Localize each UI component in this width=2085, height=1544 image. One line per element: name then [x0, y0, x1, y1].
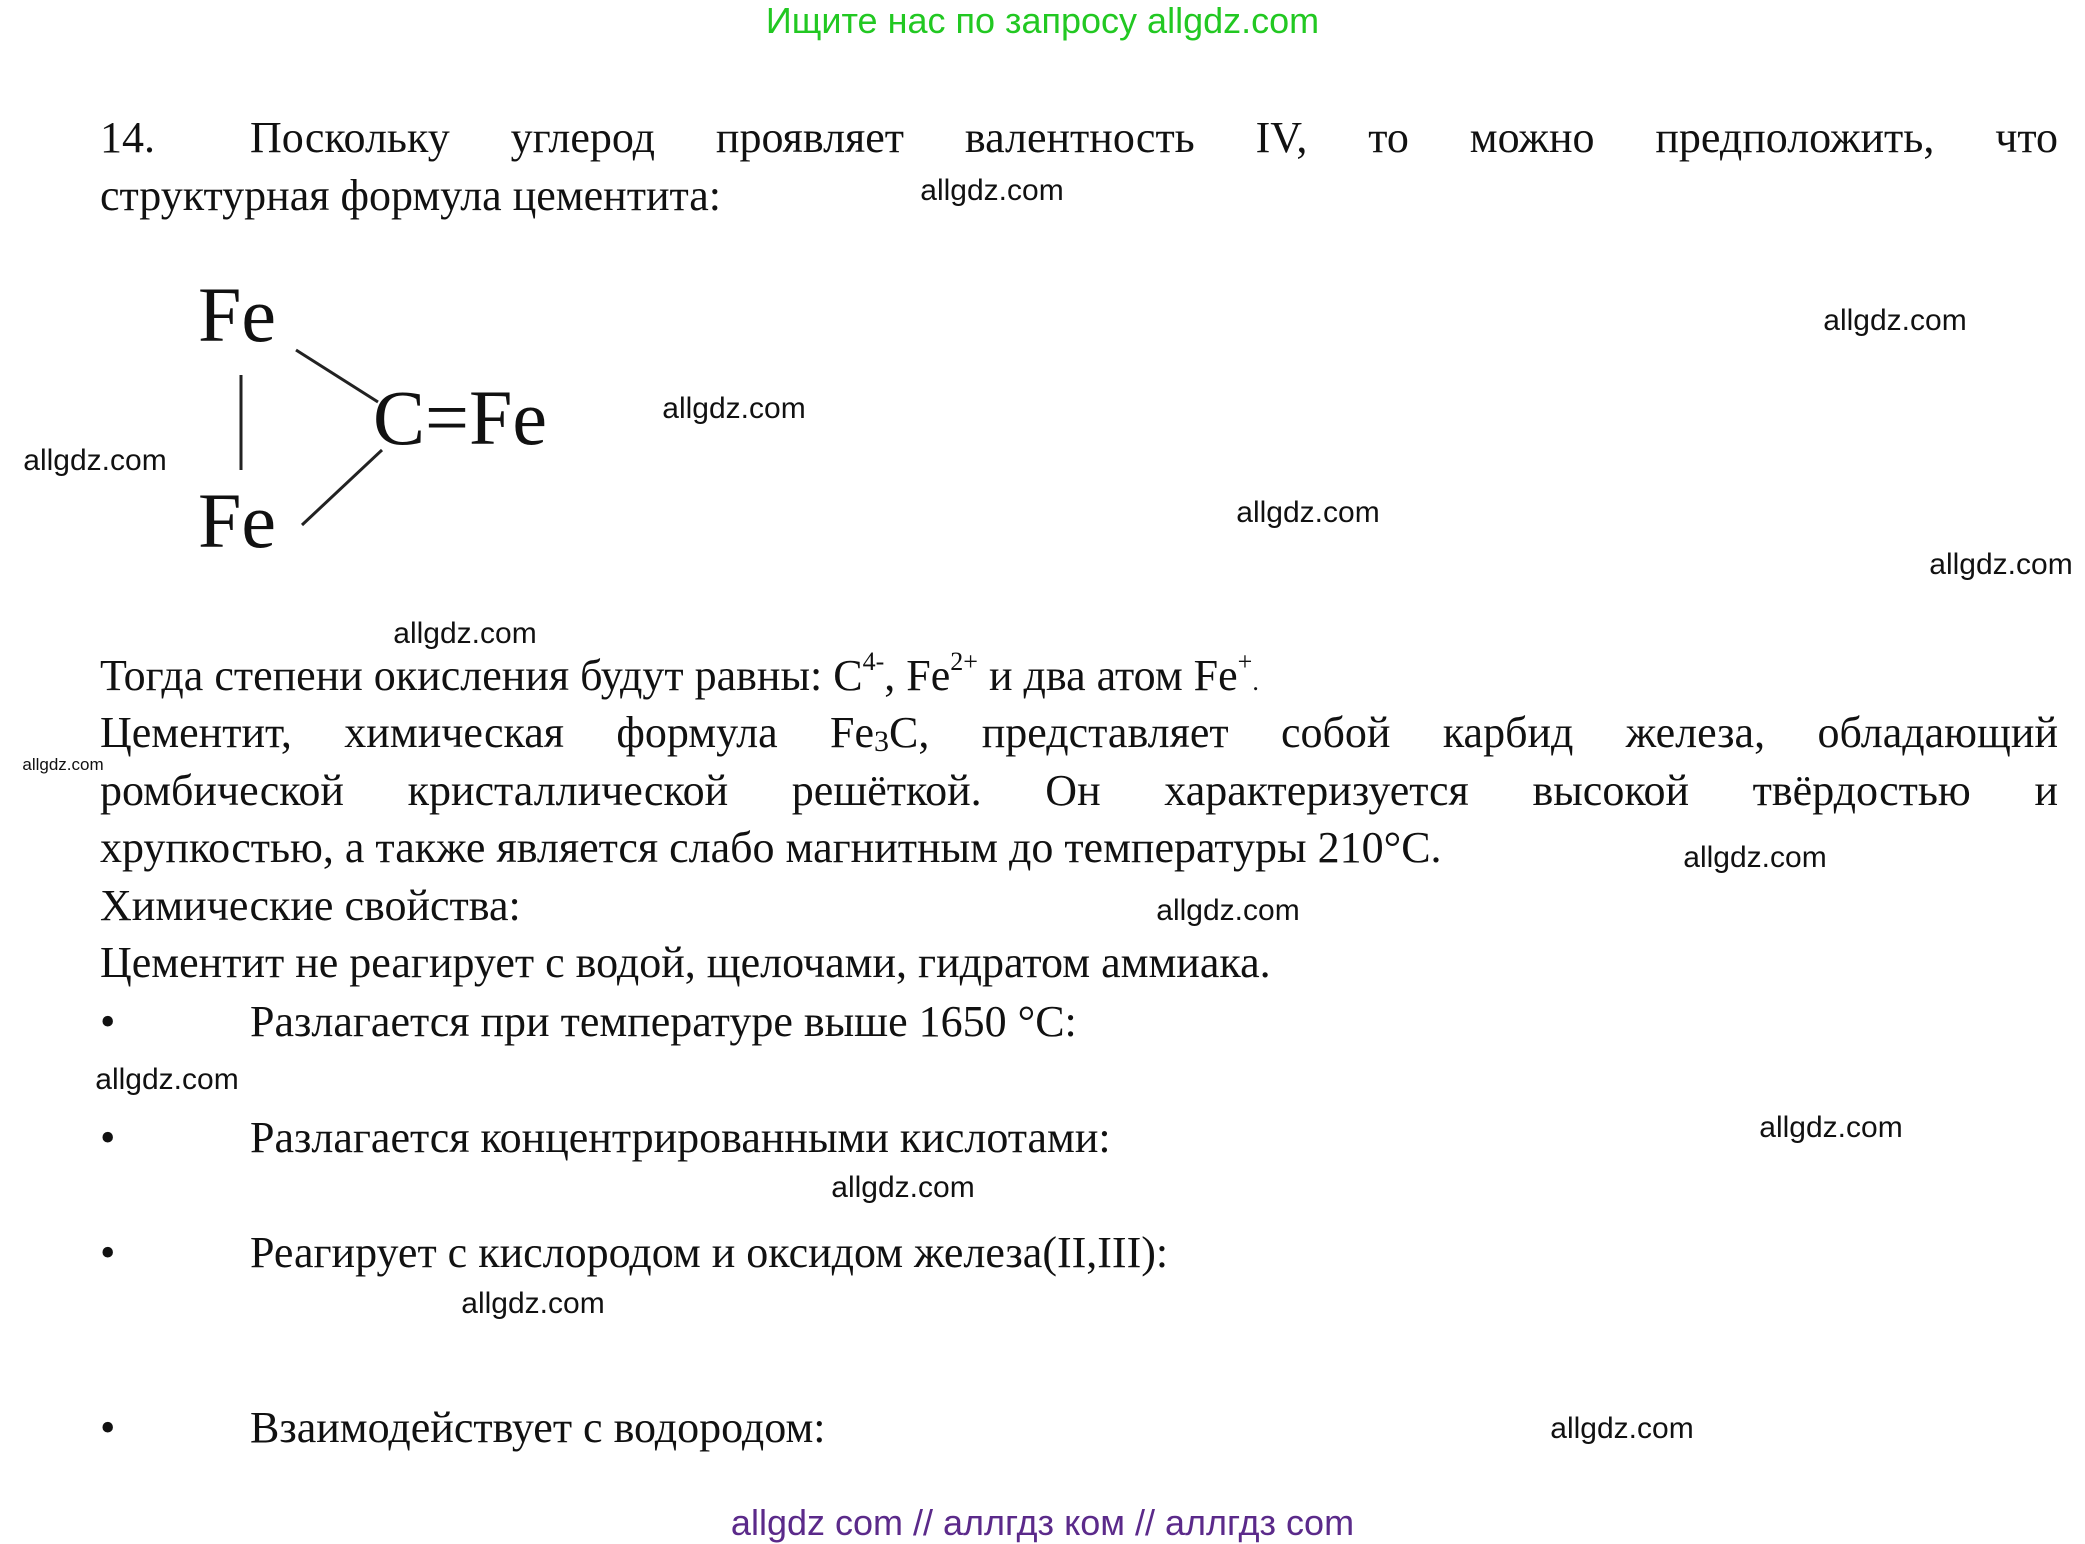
oxidation-text-mid2: и два атом Fe — [977, 651, 1238, 700]
watermark: allgdz.com — [23, 444, 167, 477]
watermark: allgdz.com — [1929, 548, 2073, 581]
bond-fe-c-top — [296, 350, 378, 402]
formula-bonds — [0, 0, 700, 600]
chemical-properties-heading: Химические свойства: — [100, 881, 521, 930]
search-hint-banner: Ищите нас по запросу allgdz.com — [765, 0, 1320, 41]
watermark: allgdz.com — [22, 755, 104, 774]
watermark: allgdz.com — [920, 174, 1064, 207]
subscript-3: 3 — [874, 725, 890, 758]
description-line-2: ромбической кристаллической решёткой. Он характеризуется высокой твёрдостью и — [100, 766, 2058, 815]
watermark: allgdz.com — [1759, 1111, 1903, 1144]
bullet-icon: • — [100, 1228, 116, 1277]
watermark: allgdz.com — [1236, 496, 1380, 529]
oxidation-text: Тогда степени окисления будут равны: C — [100, 651, 863, 700]
fe-top-atom: Fe — [198, 271, 276, 358]
c-charge: 4- — [862, 647, 885, 676]
description-line-1 — [100, 707, 2058, 759]
bullet-icon: • — [100, 1403, 116, 1452]
watermark: allgdz.com — [95, 1063, 239, 1096]
oxidation-end: . — [1252, 667, 1259, 696]
watermark: allgdz.com — [1683, 841, 1827, 874]
oxidation-states-line — [100, 647, 2058, 708]
desc-text-b: C, представляет собой карбид железа, обладающий — [889, 708, 2058, 757]
watermark: allgdz.com — [662, 392, 806, 425]
bond-fe-c-bottom — [302, 450, 382, 525]
problem-number: 14. — [100, 113, 155, 162]
desc-text: Цементит, химическая формула Fe — [100, 708, 875, 757]
c-double-fe: C=Fe — [373, 374, 548, 461]
description-line-3: хрупкостью, а также является слабо магнитным до температуры 210°C. — [100, 823, 1442, 872]
intro-text-1: Поскольку углерод проявляет валентность IV, то можно предположить, что — [250, 113, 2058, 162]
fe-bottom-atom: Fe — [198, 477, 276, 564]
fe-charge: 2+ — [950, 647, 978, 676]
watermark: allgdz.com — [1823, 304, 1967, 337]
footer-site-names: allgdz com // аллгдз ком // аллгдз com — [730, 1502, 1355, 1543]
list-item: Разлагается при температуре выше 1650 °C: — [250, 997, 1077, 1046]
fe-plus-charge: + — [1237, 647, 1253, 676]
watermark: allgdz.com — [393, 617, 537, 650]
bullet-icon: • — [100, 1113, 116, 1162]
list-item: Взаимодействует с водородом: — [250, 1403, 826, 1452]
non-reactive-statement: Цементит не реагирует с водой, щелочами, гидратом аммиака. — [100, 938, 1271, 987]
watermark: allgdz.com — [461, 1287, 605, 1320]
list-item: Разлагается концентрированными кислотами: — [250, 1113, 1111, 1162]
watermark: allgdz.com — [1156, 894, 1300, 927]
watermark: allgdz.com — [831, 1171, 975, 1204]
bullet-icon: • — [100, 997, 116, 1046]
oxidation-text-mid: , Fe — [884, 651, 951, 700]
watermark: allgdz.com — [1550, 1412, 1694, 1445]
list-item: Реагирует с кислородом и оксидом железа(II,III): — [250, 1228, 1169, 1277]
intro-line-2: структурная формула цементита: — [100, 171, 722, 220]
